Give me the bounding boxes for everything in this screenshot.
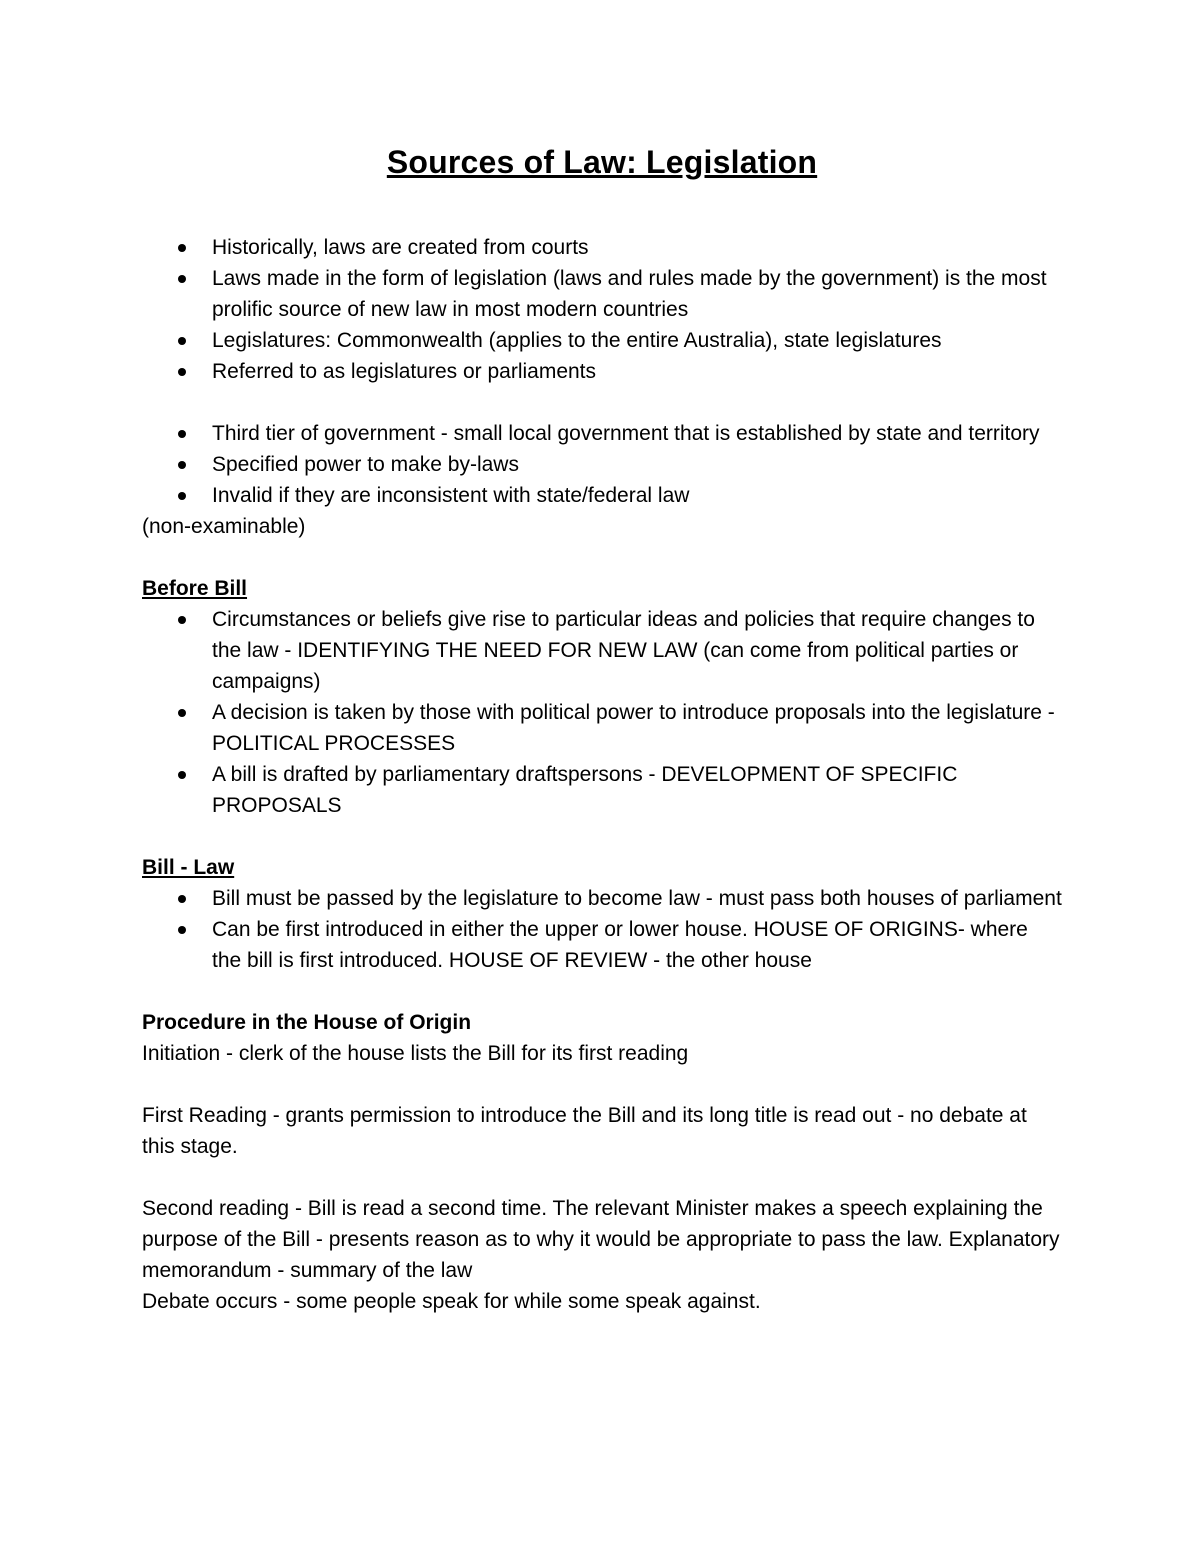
list-item: Historically, laws are created from courts bbox=[142, 232, 1062, 263]
bullet-icon bbox=[178, 244, 186, 252]
before-bill-bullet-list bbox=[142, 604, 1062, 821]
page-title: Sources of Law: Legislation bbox=[386, 144, 818, 180]
spacer bbox=[142, 1162, 1062, 1193]
document-page bbox=[142, 140, 1062, 1317]
list-item: A bill is drafted by parliamentary draftspersons - DEVELOPMENT OF SPECIFIC PROPOSALS bbox=[142, 759, 1062, 821]
initiation-paragraph: Initiation - clerk of the house lists the Bill for its first reading bbox=[142, 1042, 689, 1065]
spacer bbox=[142, 542, 1062, 573]
bullet-icon bbox=[178, 275, 186, 283]
spacer bbox=[142, 976, 1062, 1007]
bullet-icon bbox=[178, 492, 186, 500]
list-item: Laws made in the form of legislation (laws and rules made by the government) is the most prolific source of new law in most modern countries bbox=[142, 263, 1062, 325]
bullet-icon bbox=[178, 461, 186, 469]
bullet-icon bbox=[178, 616, 186, 624]
bullet-icon bbox=[178, 926, 186, 934]
list-item: Referred to as legislatures or parliaments bbox=[142, 356, 1062, 387]
list-item: Legislatures: Commonwealth (applies to the entire Australia), state legislatures bbox=[142, 325, 1062, 356]
bullet-icon bbox=[178, 895, 186, 903]
intro-bullet-list bbox=[142, 232, 1062, 387]
list-item: Bill must be passed by the legislature to become law - must pass both houses of parliament bbox=[142, 883, 1062, 914]
bill-law-bullet-list bbox=[142, 883, 1062, 976]
spacer bbox=[142, 1069, 1062, 1100]
second-reading-paragraph: Second reading - Bill is read a second time. The relevant Minister makes a speech explaining the purpose of the Bill - presents reason as to why it would be appropriate to pass the law. Explanatory memorandum - summary of the law bbox=[142, 1197, 1060, 1282]
list-item: Specified power to make by-laws bbox=[142, 449, 1062, 480]
list-item: Invalid if they are inconsistent with state/federal law bbox=[142, 480, 1062, 511]
local-government-bullet-list bbox=[142, 418, 1062, 511]
non-examinable-note: (non-examinable) bbox=[142, 515, 306, 538]
bill-law-heading: Bill - Law bbox=[142, 856, 235, 879]
first-reading-paragraph: First Reading - grants permission to introduce the Bill and its long title is read out - no debate at this stage. bbox=[142, 1104, 1027, 1158]
spacer bbox=[142, 821, 1062, 852]
list-item: Circumstances or beliefs give rise to particular ideas and policies that require changes to the law - IDENTIFYING THE NEED FOR NEW LAW (can come from political parties or campaigns) bbox=[142, 604, 1062, 697]
bullet-icon bbox=[178, 368, 186, 376]
list-item: A decision is taken by those with political power to introduce proposals into the legislature - POLITICAL PROCESSES bbox=[142, 697, 1062, 759]
bullet-icon bbox=[178, 337, 186, 345]
procedure-heading: Procedure in the House of Origin bbox=[142, 1011, 472, 1034]
bullet-icon bbox=[178, 771, 186, 779]
list-item: Third tier of government - small local government that is established by state and territory bbox=[142, 418, 1062, 449]
list-item: Can be first introduced in either the upper or lower house. HOUSE OF ORIGINS- where the bill is first introduced. HOUSE OF REVIEW - the other house bbox=[142, 914, 1062, 976]
bullet-icon bbox=[178, 430, 186, 438]
bullet-icon bbox=[178, 709, 186, 717]
debate-paragraph: Debate occurs - some people speak for while some speak against. bbox=[142, 1290, 761, 1313]
before-bill-heading: Before Bill bbox=[142, 577, 248, 600]
spacer bbox=[142, 387, 1062, 418]
